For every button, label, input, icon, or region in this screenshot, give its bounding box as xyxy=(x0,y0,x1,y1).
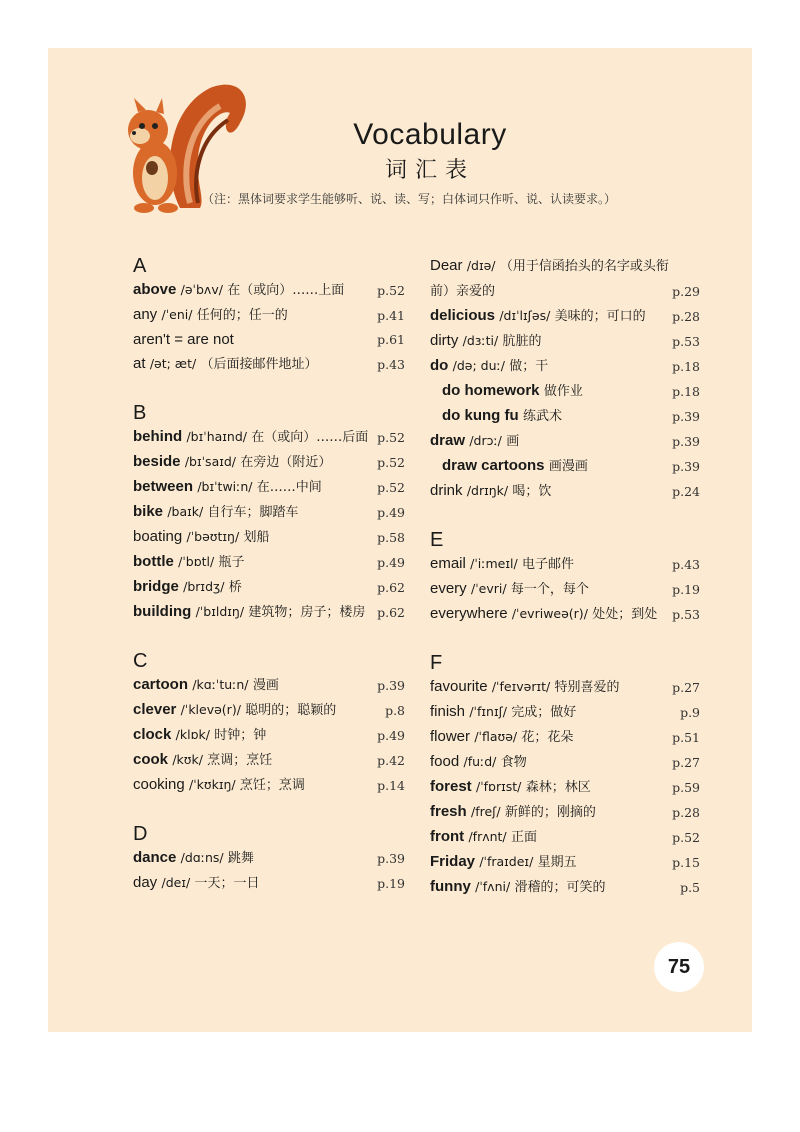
entry-pronunciation: /bɪˈtwiːn/ xyxy=(197,479,253,494)
vocab-entry xyxy=(430,304,700,329)
entry-word: day xyxy=(133,874,158,891)
entry-pronunciation: /dɪˈlɪʃəs/ xyxy=(499,308,551,323)
entry-page-ref: p.5 xyxy=(680,880,700,895)
entry-word: front xyxy=(430,828,465,845)
entry-meaning: 时钟；钟 xyxy=(214,728,267,743)
entry-page-ref: p.43 xyxy=(377,357,405,372)
vocab-entry xyxy=(430,850,700,875)
entry-word: favourite xyxy=(430,678,488,695)
vocab-entry xyxy=(430,800,700,825)
vocab-entry xyxy=(430,825,700,850)
vocab-entry xyxy=(430,700,700,725)
vocab-entry xyxy=(430,479,700,504)
entry-meaning: 做作业 xyxy=(543,384,583,399)
entry-pronunciation: /frʌnt/ xyxy=(468,829,507,844)
vocab-entry xyxy=(133,328,405,352)
entry-word: bottle xyxy=(133,553,174,570)
entry-meaning: 聪明的；聪颖的 xyxy=(245,703,337,718)
letter-section xyxy=(430,528,700,627)
entry-meaning: 电子邮件 xyxy=(521,557,574,572)
entry-word: do kung fu xyxy=(442,407,519,424)
entry-meaning: 滑稽的；可笑的 xyxy=(514,880,606,895)
entry-meaning: 每一个，每个 xyxy=(510,582,589,597)
entry-meaning: 美味的；可口的 xyxy=(554,309,646,324)
vocab-entry xyxy=(133,500,405,525)
entry-meaning: 练武术 xyxy=(522,409,562,424)
entry-word: Friday xyxy=(430,853,476,870)
entry-word: email xyxy=(430,555,466,572)
vocab-entry xyxy=(430,725,700,750)
entry-pronunciation: /dɑːns/ xyxy=(180,850,224,865)
entry-word: draw xyxy=(430,432,466,449)
entry-page-ref: p.39 xyxy=(672,434,700,449)
entry-meaning: 新鲜的；刚摘的 xyxy=(504,805,596,820)
entry-pronunciation: /ˈflaʊə/ xyxy=(474,729,518,744)
entry-page-ref: p.52 xyxy=(377,480,405,495)
entry-meaning: 在（或向）……后面 xyxy=(251,430,369,445)
entry-pronunciation: /drɪŋk/ xyxy=(466,483,509,498)
entry-pronunciation: /ˈfɒrɪst/ xyxy=(475,779,522,794)
entry-pronunciation: /freʃ/ xyxy=(470,804,501,819)
entry-page-ref: p.62 xyxy=(377,580,405,595)
entry-word: cartoon xyxy=(133,676,189,693)
entry-word: aren't = are not xyxy=(133,331,234,348)
section-letter: D xyxy=(133,823,148,845)
vocab-entry xyxy=(133,278,405,303)
entry-pronunciation: /brɪdʒ/ xyxy=(183,579,225,594)
entry-pronunciation: /ˈiːmeɪl/ xyxy=(470,556,518,571)
entry-pronunciation: /ˈfraɪdeɪ/ xyxy=(479,854,534,869)
entry-page-ref: p.27 xyxy=(672,755,700,770)
page-title: Vocabulary xyxy=(353,118,507,151)
entry-word: at xyxy=(133,355,146,372)
entry-page-ref: p.49 xyxy=(377,555,405,570)
entry-word: everywhere xyxy=(430,605,508,622)
vocab-entry xyxy=(430,602,700,627)
entry-word: finish xyxy=(430,703,466,720)
entry-pronunciation: /bɪˈsaɪd/ xyxy=(184,454,237,469)
letter-section xyxy=(133,254,405,377)
vocab-entry xyxy=(430,875,700,900)
vocab-entry xyxy=(133,450,405,475)
entry-meaning: 烹调；烹饪 xyxy=(207,753,273,768)
entry-page-ref: p.41 xyxy=(377,308,405,323)
entry-word: cook xyxy=(133,751,169,768)
entry-meaning: 在（或向）……上面 xyxy=(227,283,345,298)
entry-page-ref: p.53 xyxy=(672,334,700,349)
entry-page-ref: p.39 xyxy=(672,459,700,474)
entry-pronunciation: /baɪk/ xyxy=(167,504,204,519)
entry-word: do homework xyxy=(442,382,540,399)
entry-meaning: 森林；林区 xyxy=(525,780,591,795)
vocab-entry xyxy=(133,698,405,723)
entry-page-ref: p.51 xyxy=(672,730,700,745)
entry-word: bike xyxy=(133,503,164,520)
vocab-entry xyxy=(430,404,700,429)
entry-word: any xyxy=(133,306,158,323)
vocab-entry xyxy=(430,577,700,602)
letter-section xyxy=(133,401,405,625)
entry-page-ref: p.29 xyxy=(672,284,700,299)
entry-word: clever xyxy=(133,701,177,718)
entry-pronunciation: /dɜːti/ xyxy=(462,333,499,348)
entry-page-ref: p.19 xyxy=(377,876,405,891)
vocab-entry xyxy=(133,475,405,500)
vocab-entry xyxy=(430,429,700,454)
vocabulary-column-left xyxy=(133,254,405,896)
entry-meaning: 特别喜爱的 xyxy=(554,680,620,695)
entry-pronunciation: /ˈeni/ xyxy=(161,307,193,322)
entry-pronunciation: /ˈevri/ xyxy=(470,581,507,596)
entry-meaning: 漫画 xyxy=(252,678,279,693)
entry-page-ref: p.39 xyxy=(377,851,405,866)
entry-meaning: （后面接邮件地址） xyxy=(200,357,318,372)
entry-page-ref: p.58 xyxy=(377,530,405,545)
entry-pronunciation: /deɪ/ xyxy=(161,875,191,890)
entry-pronunciation: /kʊk/ xyxy=(172,752,203,767)
entry-pronunciation: /klɒk/ xyxy=(175,727,210,742)
entry-page-ref: p.49 xyxy=(377,728,405,743)
entry-page-ref: p.39 xyxy=(377,678,405,693)
entry-word: funny xyxy=(430,878,471,895)
entry-page-ref: p.24 xyxy=(672,484,700,499)
entry-meaning: 在旁边（附近） xyxy=(240,455,332,470)
entry-meaning: 喝；饮 xyxy=(512,484,552,499)
section-letter: B xyxy=(133,402,147,424)
section-letter: A xyxy=(133,255,147,277)
entry-meaning: 花；花朵 xyxy=(521,730,574,745)
entry-page-ref: p.52 xyxy=(672,830,700,845)
entry-word: cooking xyxy=(133,776,185,793)
entry-meaning: 画漫画 xyxy=(548,459,588,474)
section-letter: C xyxy=(133,650,148,672)
entry-pronunciation: /də; duː/ xyxy=(452,358,505,373)
entry-meaning: 在……中间 xyxy=(256,480,322,495)
entry-word: clock xyxy=(133,726,172,743)
entry-page-ref: p.8 xyxy=(385,703,405,718)
entry-word: dirty xyxy=(430,332,459,349)
entry-page-ref: p.59 xyxy=(672,780,700,795)
entry-page-ref: p.18 xyxy=(672,384,700,399)
entry-word: drink xyxy=(430,482,463,499)
entry-page-ref: p.9 xyxy=(680,705,700,720)
entry-pronunciation: /bɪˈhaɪnd/ xyxy=(186,429,247,444)
entry-page-ref: p.52 xyxy=(377,455,405,470)
entry-page-ref: p.53 xyxy=(672,607,700,622)
entry-page-ref: p.27 xyxy=(672,680,700,695)
vocab-entry xyxy=(133,673,405,698)
entry-page-ref: p.18 xyxy=(672,359,700,374)
vocab-entry xyxy=(430,329,700,354)
entry-word: flower xyxy=(430,728,471,745)
entry-word: above xyxy=(133,281,177,298)
entry-meaning: 自行车；脚踏车 xyxy=(207,505,299,520)
vocab-entry xyxy=(133,525,405,550)
entry-pronunciation: /əˈbʌv/ xyxy=(180,282,223,297)
vocab-entry xyxy=(430,775,700,800)
entry-page-ref: p.14 xyxy=(377,778,405,793)
letter-section xyxy=(133,822,405,896)
entry-page-ref: p.43 xyxy=(672,557,700,572)
vocab-entry xyxy=(133,550,405,575)
entry-word: every xyxy=(430,580,467,597)
entry-pronunciation: /ˈbɒtl/ xyxy=(178,554,215,569)
vocab-entry xyxy=(430,454,700,479)
entry-word: fresh xyxy=(430,803,467,820)
entry-word: beside xyxy=(133,453,181,470)
vocab-entry xyxy=(133,575,405,600)
entry-word: forest xyxy=(430,778,472,795)
vocab-entry xyxy=(430,379,700,404)
entry-pronunciation: /fuːd/ xyxy=(463,754,497,769)
entry-pronunciation: /ˈevriweə(r)/ xyxy=(511,606,588,621)
entry-word: boating xyxy=(133,528,183,545)
entry-meaning: 跳舞 xyxy=(227,851,254,866)
letter-section xyxy=(133,649,405,798)
vocab-entry xyxy=(133,600,405,625)
entry-word: Dear xyxy=(430,257,463,274)
entry-meaning: 划船 xyxy=(243,530,270,545)
entry-pronunciation: /ˈkʊkɪŋ/ xyxy=(189,777,236,792)
entry-word: between xyxy=(133,478,194,495)
entry-meaning: 瓶子 xyxy=(218,555,245,570)
entry-pronunciation: /ˈfɪnɪʃ/ xyxy=(469,704,507,719)
entry-pronunciation: /ˈklevə(r)/ xyxy=(180,702,241,717)
vocab-entry xyxy=(133,303,405,328)
entry-page-ref: p.39 xyxy=(672,409,700,424)
vocab-entry xyxy=(133,352,405,377)
vocab-entry xyxy=(133,871,405,896)
vocab-entry xyxy=(133,723,405,748)
vocab-entry xyxy=(133,773,405,798)
letter-section xyxy=(430,254,700,504)
entry-word: draw cartoons xyxy=(442,457,545,474)
entry-page-ref: p.61 xyxy=(377,332,405,347)
entry-meaning: 肮脏的 xyxy=(502,334,542,349)
entry-meaning: 星期五 xyxy=(537,855,577,870)
vocab-entry xyxy=(430,552,700,577)
entry-page-ref: p.15 xyxy=(672,855,700,870)
entry-meaning: 建筑物；房子；楼房 xyxy=(248,605,366,620)
entry-page-ref: p.52 xyxy=(377,283,405,298)
letter-section xyxy=(430,651,700,900)
entry-pronunciation: /ˈfeɪvərɪt/ xyxy=(491,679,551,694)
entry-page-ref: p.49 xyxy=(377,505,405,520)
entry-page-ref: p.52 xyxy=(377,430,405,445)
page-number: 75 xyxy=(654,942,704,992)
entry-page-ref: p.62 xyxy=(377,605,405,620)
section-letter: E xyxy=(430,529,444,551)
entry-word: do xyxy=(430,357,449,374)
entry-word: food xyxy=(430,753,460,770)
entry-word: building xyxy=(133,603,192,620)
entry-pronunciation: /kɑːˈtuːn/ xyxy=(192,677,249,692)
vocabulary-column-right xyxy=(430,254,700,900)
entry-meaning: 任何的；任一的 xyxy=(196,308,288,323)
entry-meaning: 食物 xyxy=(500,755,527,770)
vocab-entry xyxy=(430,354,700,379)
entry-meaning: 烹饪；烹调 xyxy=(239,778,305,793)
entry-word: bridge xyxy=(133,578,179,595)
entry-meaning: 画 xyxy=(506,434,520,449)
entry-meaning: 处处；到处 xyxy=(592,607,658,622)
entry-pronunciation: /ˈbəʊtɪŋ/ xyxy=(186,529,240,544)
instruction-note: （注：黑体词要求学生能够听、说、读、写；白体词只作听、说、认读要求。） xyxy=(202,192,617,206)
entry-meaning: 正面 xyxy=(510,830,537,845)
vocab-entry xyxy=(133,748,405,773)
entry-word: behind xyxy=(133,428,183,445)
entry-pronunciation: /drɔː/ xyxy=(469,433,502,448)
entry-page-ref: p.19 xyxy=(672,582,700,597)
page-subtitle: 词汇表 xyxy=(384,158,475,183)
entry-pronunciation: /ˈfʌni/ xyxy=(475,879,511,894)
entry-meaning: 桥 xyxy=(228,580,242,595)
entry-meaning: （用于信函抬头的名字或头衔前）亲爱的 xyxy=(430,259,669,299)
entry-pronunciation: /ət; æt/ xyxy=(149,356,197,371)
entry-page-ref: p.28 xyxy=(672,309,700,324)
entry-word: dance xyxy=(133,849,177,866)
vocab-entry xyxy=(430,750,700,775)
entry-meaning: 一天；一日 xyxy=(194,876,260,891)
vocab-entry xyxy=(133,425,405,450)
entry-meaning: 做；干 xyxy=(509,359,549,374)
entry-page-ref: p.28 xyxy=(672,805,700,820)
vocab-entry xyxy=(133,846,405,871)
entry-page-ref: p.42 xyxy=(377,753,405,768)
entry-pronunciation: /ˈbɪldɪŋ/ xyxy=(195,604,245,619)
entry-meaning: 完成；做好 xyxy=(511,705,577,720)
entry-pronunciation: /dɪə/ xyxy=(466,258,496,273)
vocab-entry xyxy=(430,254,700,304)
vocab-entry xyxy=(430,675,700,700)
entry-word: delicious xyxy=(430,307,496,324)
section-letter: F xyxy=(430,652,443,674)
